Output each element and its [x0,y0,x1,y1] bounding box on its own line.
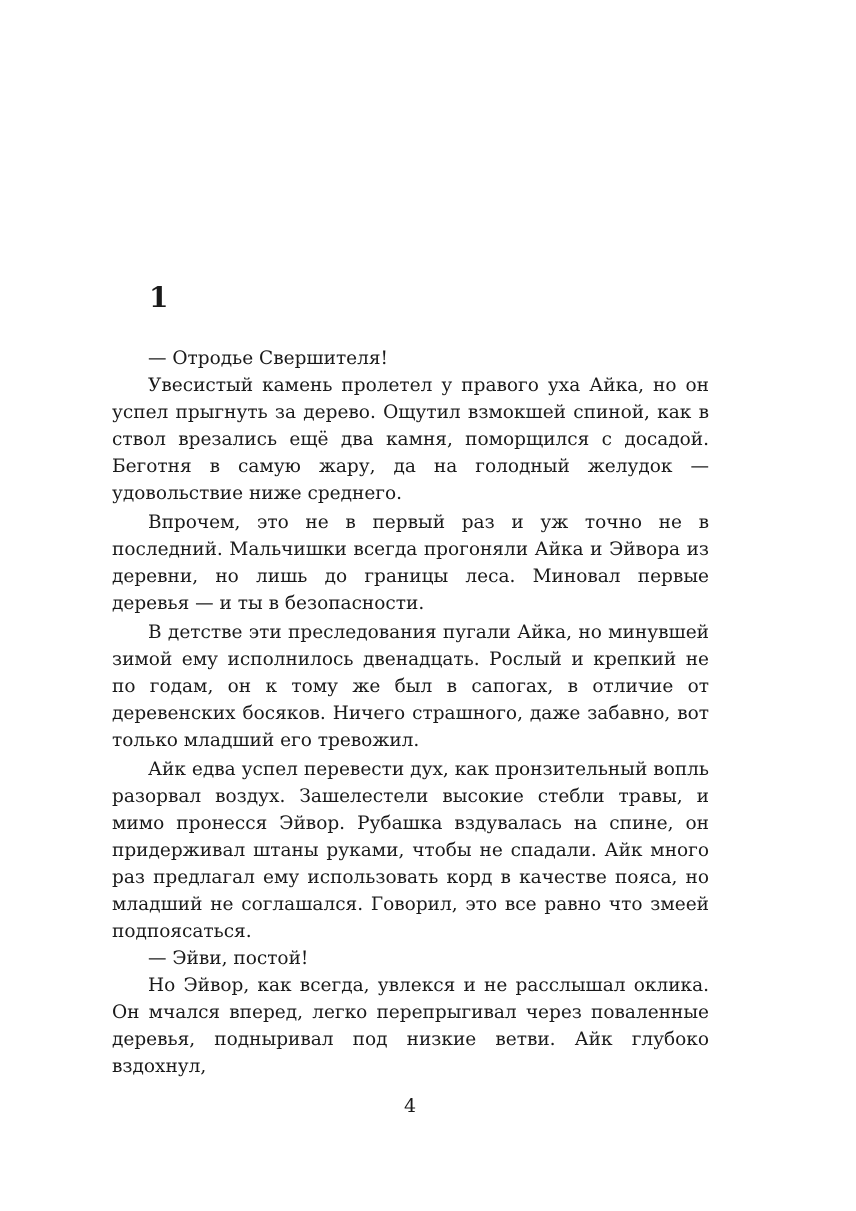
chapter-number: 1 [149,281,169,314]
paragraph: Впрочем, это не в первый раз и уж точно не в последний. Мальчишки всегда прогоняли Айка и Эйвора из деревни, но лишь до границы леса. Миновал первые деревья — и ты в безопасности. [112,512,709,614]
paragraph: Но Эйвор, как всегда, увлекся и не расслышал оклика. Он мчался вперед, легко перепрыгивал через поваленные деревья, подныривал под низкие ветви. Айк глубоко вздохнул, [112,975,709,1077]
page-number: 4 [403,1095,417,1117]
paragraph: — Отродье Свершителя! [148,348,388,369]
paragraph: Айк едва успел перевести дух, как пронзительный вопль разорвал воздух. Зашелестели высокие стебли травы, и мимо пронесся Эйвор. Рубашка вздувалась на спине, он придерживал штаны руками, чтобы не спадали. Айк много раз предлагал ему использовать корд в качестве пояса, но младший не соглашался. Говорил, это все равно что змеей подпоясаться. [112,759,709,942]
paragraph: В детстве эти преследования пугали Айка, но минувшей зимой ему исполнилось двенадцать. Рослый и крепкий не по годам, он к тому же был в сапогах, в отличие от деревенских босяков. Ничего страшного, даже забавно, вот только младший его тревожил. [112,622,709,751]
paragraph: — Эйви, постой! [148,948,309,969]
paragraph: Увесистый камень пролетел у правого уха Айка, но он успел прыгнуть за дерево. Ощутил взмокшей спиной, как в ствол врезались ещё два камня, поморщился с досадой. Беготня в самую жару, да на голодный желудок — удовольствие ниже среднего. [112,375,709,504]
body-text [112,345,709,1080]
